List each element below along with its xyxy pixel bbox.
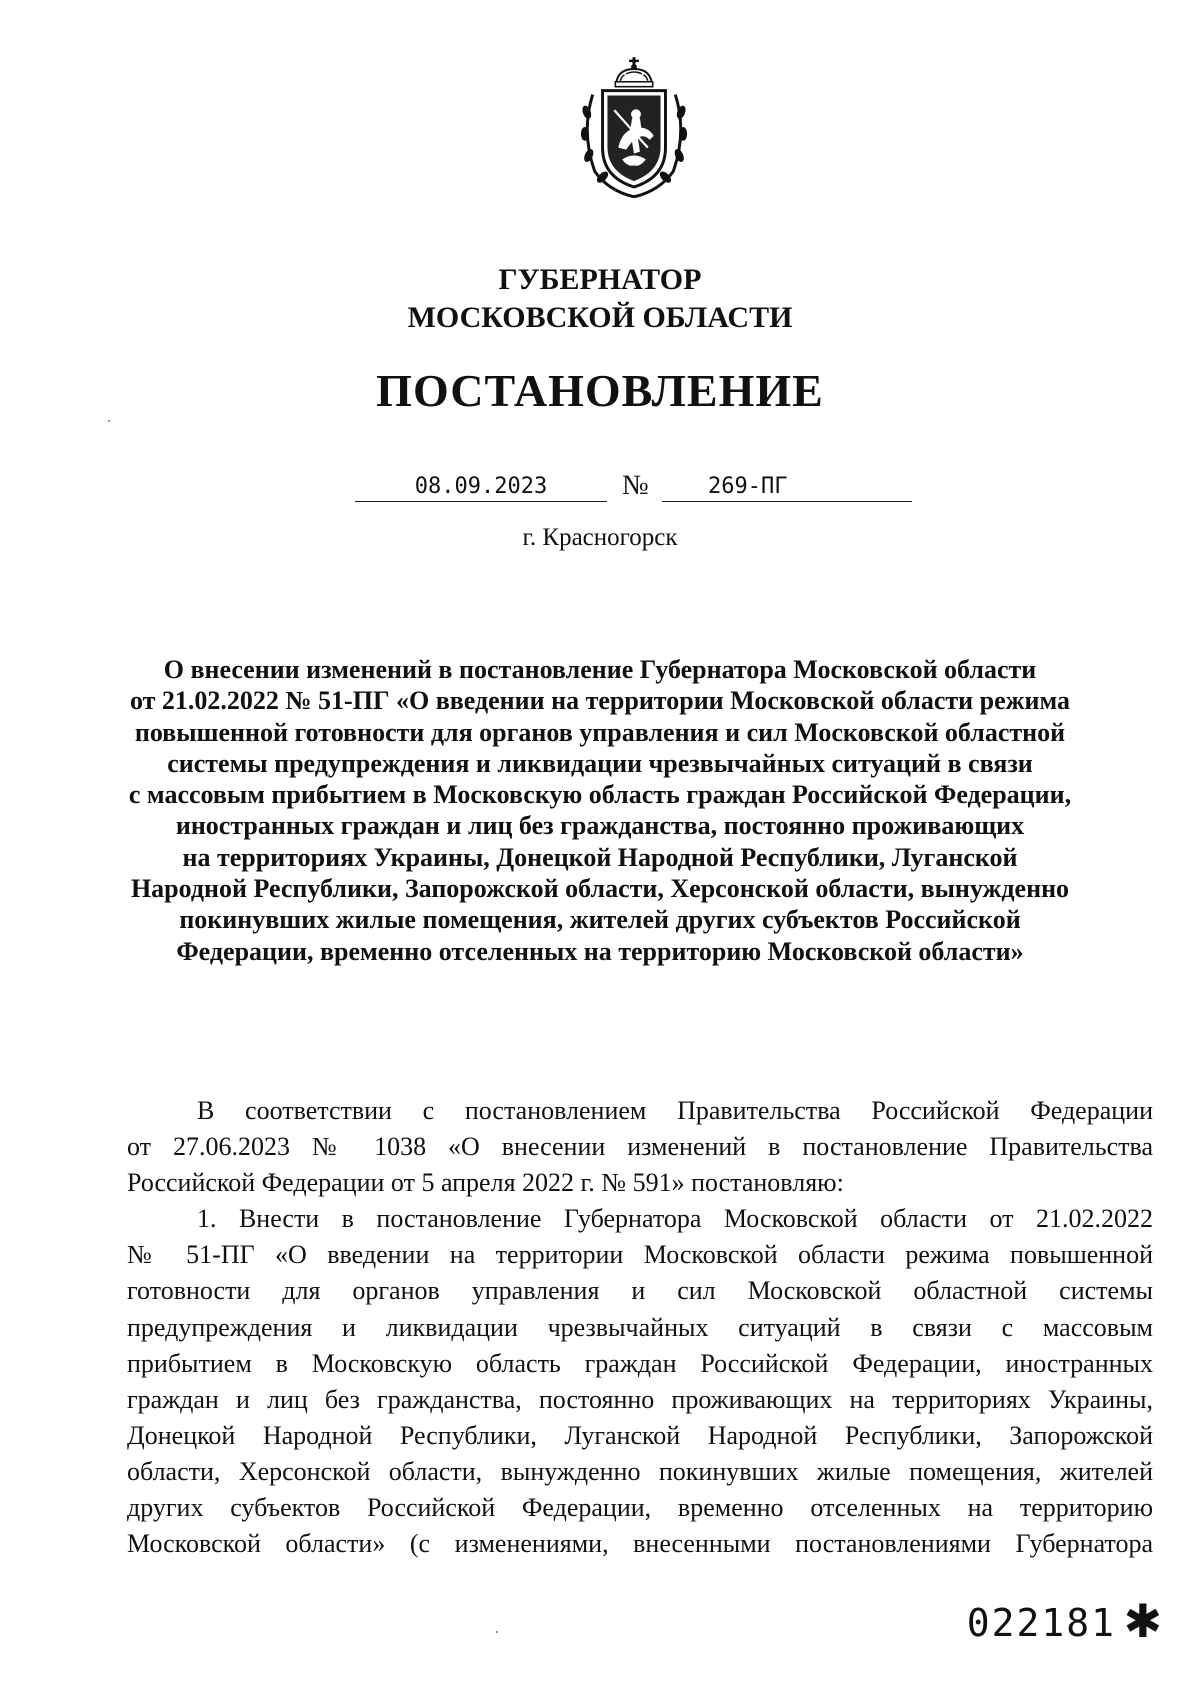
subject-line: с массовым прибытием в Московскую область граждан Российской Федерации, (128, 780, 1072, 810)
body-line: области, Херсонской области, вынужденно покинувших жилые помещения, жителей (127, 1456, 1153, 1486)
authority-line-2: МОСКОВСКОЙ ОБЛАСТИ (407, 301, 793, 334)
body-line: Российской Федерации от 5 апреля 2022 г. № 591» постановляю: (127, 1168, 844, 1198)
body-line: Московской области» (с изменениями, внесенными постановлениями Губернатора (127, 1529, 1153, 1559)
body-line: других субъектов Российской Федерации, временно отселенных на территорию (127, 1493, 1153, 1523)
body-line: прибытием в Московскую область граждан Российской Федерации, иностранных (127, 1348, 1153, 1378)
coat-of-arms-icon (575, 52, 693, 202)
body-line: № 51-ПГ «О введении на территории Московской области режима повышенной (127, 1240, 1153, 1270)
subject-line: на территориях Украины, Донецкой Народной Республики, Луганской (182, 842, 1018, 872)
subject-line: иностранных граждан и лиц без гражданства, постоянно проживающих (175, 811, 1025, 841)
body-line: предупреждения и ликвидации чрезвычайных ситуаций в связи с массовым (127, 1312, 1153, 1342)
asterisk-mark-icon: ✱ (1123, 1594, 1162, 1648)
subject-line: Федерации, временно отселенных на территорию Московской области» (176, 936, 1024, 966)
authority-line-1: ГУБЕРНАТОР (498, 263, 702, 296)
serial-number: 022181 (966, 1601, 1116, 1645)
number-sign: № (622, 470, 649, 501)
subject-line: Народной Республики, Запорожской области, Херсонской области, вынужденно (130, 874, 1070, 904)
body-line: Донецкой Народной Республики, Луганской Народной Республики, Запорожской (127, 1420, 1153, 1450)
body-line: 1. Внести в постановление Губернатора Московской области от 21.02.2022 (197, 1204, 1153, 1234)
scan-speck (108, 420, 110, 422)
subject-line: системы предупреждения и ликвидации чрезвычайных ситуаций в связи (167, 748, 1033, 778)
city-of-issue: г. Красногорск (522, 524, 678, 551)
subject-line: повышенной готовности для органов управления и сил Московской областной (134, 717, 1066, 747)
body-line: В соответствии с постановлением Правительства Российской Федерации (197, 1096, 1153, 1125)
subject-line: покинувших жилые помещения, жителей других субъектов Российской (179, 905, 1021, 935)
date-number-line (0, 466, 1200, 502)
body-line: готовности для органов управления и сил Московской областной системы (127, 1276, 1153, 1306)
document-number: 269-ПГ (662, 474, 912, 502)
body-line: граждан и лиц без гражданства, постоянно проживающих на территориях Украины, (127, 1384, 1153, 1414)
scan-speck (496, 1631, 498, 1633)
body-line: от 27.06.2023 № 1038 «О внесении изменений в постановление Правительства (127, 1132, 1153, 1162)
subject-line: от 21.02.2022 № 51-ПГ «О введении на территории Московской области режима (130, 686, 1070, 716)
document-date: 08.09.2023 (355, 474, 607, 502)
document-type-title: ПОСТАНОВЛЕНИЕ (376, 365, 824, 416)
document-subject (0, 654, 1200, 967)
document-body (127, 1093, 1153, 1562)
subject-line: О внесении изменений в постановление Губернатора Московской области (163, 655, 1037, 684)
